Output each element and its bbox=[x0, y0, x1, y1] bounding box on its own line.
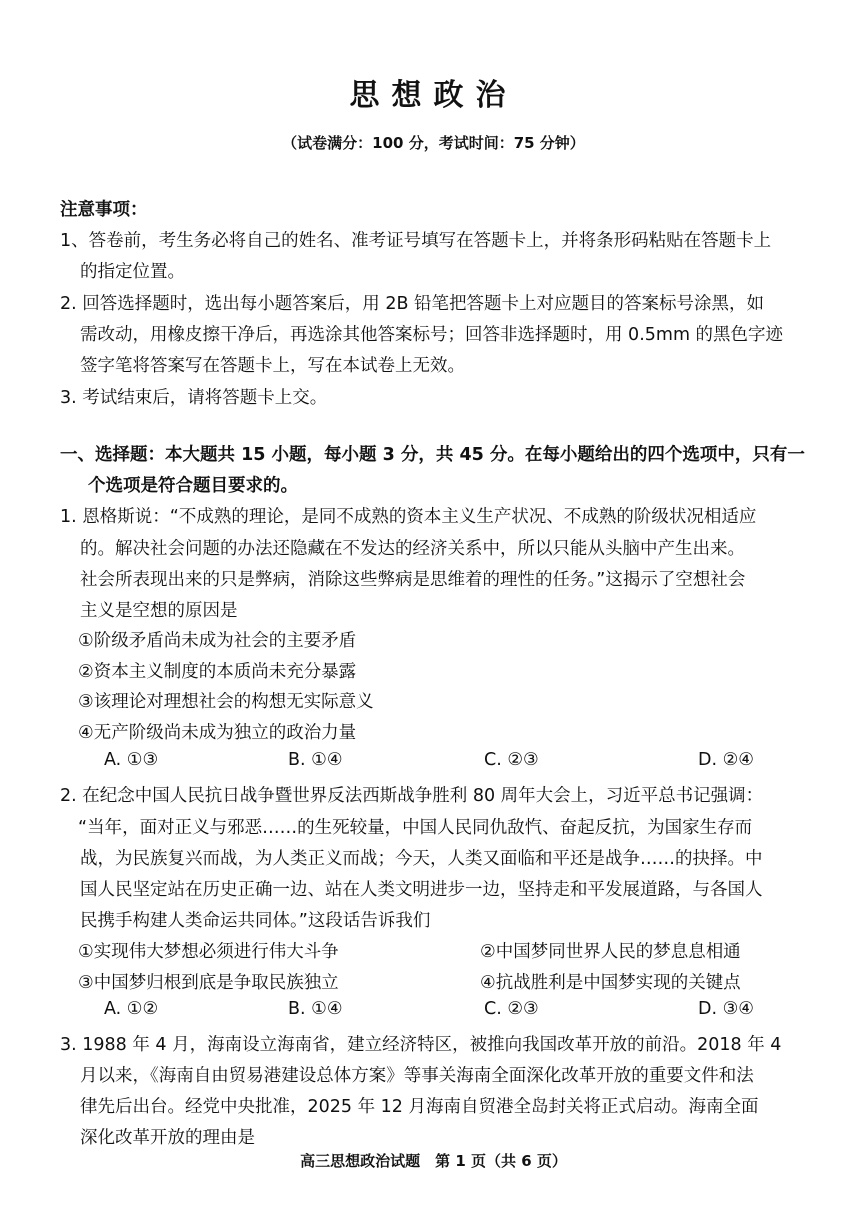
question-1-option-b: B. ①④ bbox=[288, 750, 343, 770]
question-1-statement: ①阶级矛盾尚未成为社会的主要矛盾 bbox=[78, 631, 357, 651]
question-1-text: 社会所表现出来的只是弊病，消除这些弊病是思维着的理性的任务。”这揭示了空想社会 bbox=[80, 570, 746, 590]
notice-line: 的指定位置。 bbox=[80, 262, 185, 282]
question-2-option-c: C. ②③ bbox=[484, 999, 539, 1019]
page-footer: 高三思想政治试题 第 1 页（共 6 页） bbox=[300, 1152, 567, 1170]
question-2-text: 民携手构建人类命运共同体。”这段话告诉我们 bbox=[80, 911, 431, 931]
question-1-statement: ③该理论对理想社会的构想无实际意义 bbox=[78, 692, 374, 712]
question-2-statement: ④抗战胜利是中国梦实现的关键点 bbox=[480, 973, 741, 993]
notice-line: 签字笔将答案写在答题卡上，写在本试卷上无效。 bbox=[80, 356, 465, 376]
notice-line: 需改动，用橡皮擦干净后，再选涂其他答案标号；回答非选择题时，用 0.5mm 的黑色字迹 bbox=[80, 325, 784, 345]
notice-heading: 注意事项： bbox=[60, 200, 148, 220]
notice-line: 3. 考试结束后，请将答题卡上交。 bbox=[60, 388, 328, 408]
question-1-option-a: A. ①③ bbox=[104, 750, 159, 770]
page-title: 思想政治 bbox=[349, 78, 518, 113]
question-3-text: 深化改革开放的理由是 bbox=[80, 1128, 255, 1148]
question-1-statement: ④无产阶级尚未成为独立的政治力量 bbox=[78, 723, 357, 743]
question-2-text: 2. 在纪念中国人民抗日战争暨世界反法西斯战争胜利 80 周年大会上，习近平总书记强调： bbox=[60, 786, 764, 806]
section-heading: 个选项是符合题目要求的。 bbox=[88, 476, 298, 496]
question-2-text: 战，为民族复兴而战，为人类正义而战；今天，人类又面临和平还是战争……的抉择。中 bbox=[80, 849, 763, 869]
section-heading: 一、选择题：本大题共 15 小题，每小题 3 分，共 45 分。在每小题给出的四个选项中，只有一 bbox=[60, 445, 805, 465]
question-2-text: “当年，面对正义与邪恶……的生死较量，中国人民同仇敌忾、奋起反抗，为国家生存而 bbox=[78, 818, 753, 838]
notice-line: 1、答卷前，考生务必将自己的姓名、准考证号填写在答题卡上，并将条形码粘贴在答题卡上 bbox=[60, 231, 772, 251]
notice-line: 2. 回答选择题时，选出每小题答案后，用 2B 铅笔把答题卡上对应题目的答案标号涂黑，如 bbox=[60, 294, 765, 314]
question-2-option-a: A. ①② bbox=[104, 999, 159, 1019]
question-2-statement: ①实现伟大梦想必须进行伟大斗争 bbox=[78, 942, 339, 962]
question-1-text: 1. 恩格斯说：“不成熟的理论，是同不成熟的资本主义生产状况、不成熟的阶级状况相适应 bbox=[60, 507, 757, 527]
question-2-statement: ②中国梦同世界人民的梦息息相通 bbox=[480, 942, 741, 962]
question-2-option-b: B. ①④ bbox=[288, 999, 343, 1019]
question-1-statement: ②资本主义制度的本质尚未充分暴露 bbox=[78, 662, 357, 682]
question-2-text: 国人民坚定站在历史正确一边、站在人类文明进步一边，坚持走和平发展道路，与各国人 bbox=[80, 880, 763, 900]
question-3-text: 月以来，《海南自由贸易港建设总体方案》等事关海南全面深化改革开放的重要文件和法 bbox=[80, 1066, 754, 1086]
question-1-option-c: C. ②③ bbox=[484, 750, 539, 770]
question-3-text: 3. 1988 年 4 月，海南设立海南省，建立经济特区，被推向我国改革开放的前沿。2018 年 4 bbox=[60, 1035, 782, 1055]
exam-info: （试卷满分：100 分，考试时间：75 分钟） bbox=[282, 134, 585, 152]
question-3-text: 律先后出台。经党中央批准，2025 年 12 月海南自贸港全岛封关将正式启动。海南全面 bbox=[80, 1097, 759, 1117]
question-1-option-d: D. ②④ bbox=[698, 750, 754, 770]
question-2-statement: ③中国梦归根到底是争取民族独立 bbox=[78, 973, 339, 993]
question-1-text: 主义是空想的原因是 bbox=[80, 601, 238, 621]
question-2-option-d: D. ③④ bbox=[698, 999, 754, 1019]
question-1-text: 的。解决社会问题的办法还隐藏在不发达的经济关系中，所以只能从头脑中产生出来。 bbox=[80, 539, 745, 559]
